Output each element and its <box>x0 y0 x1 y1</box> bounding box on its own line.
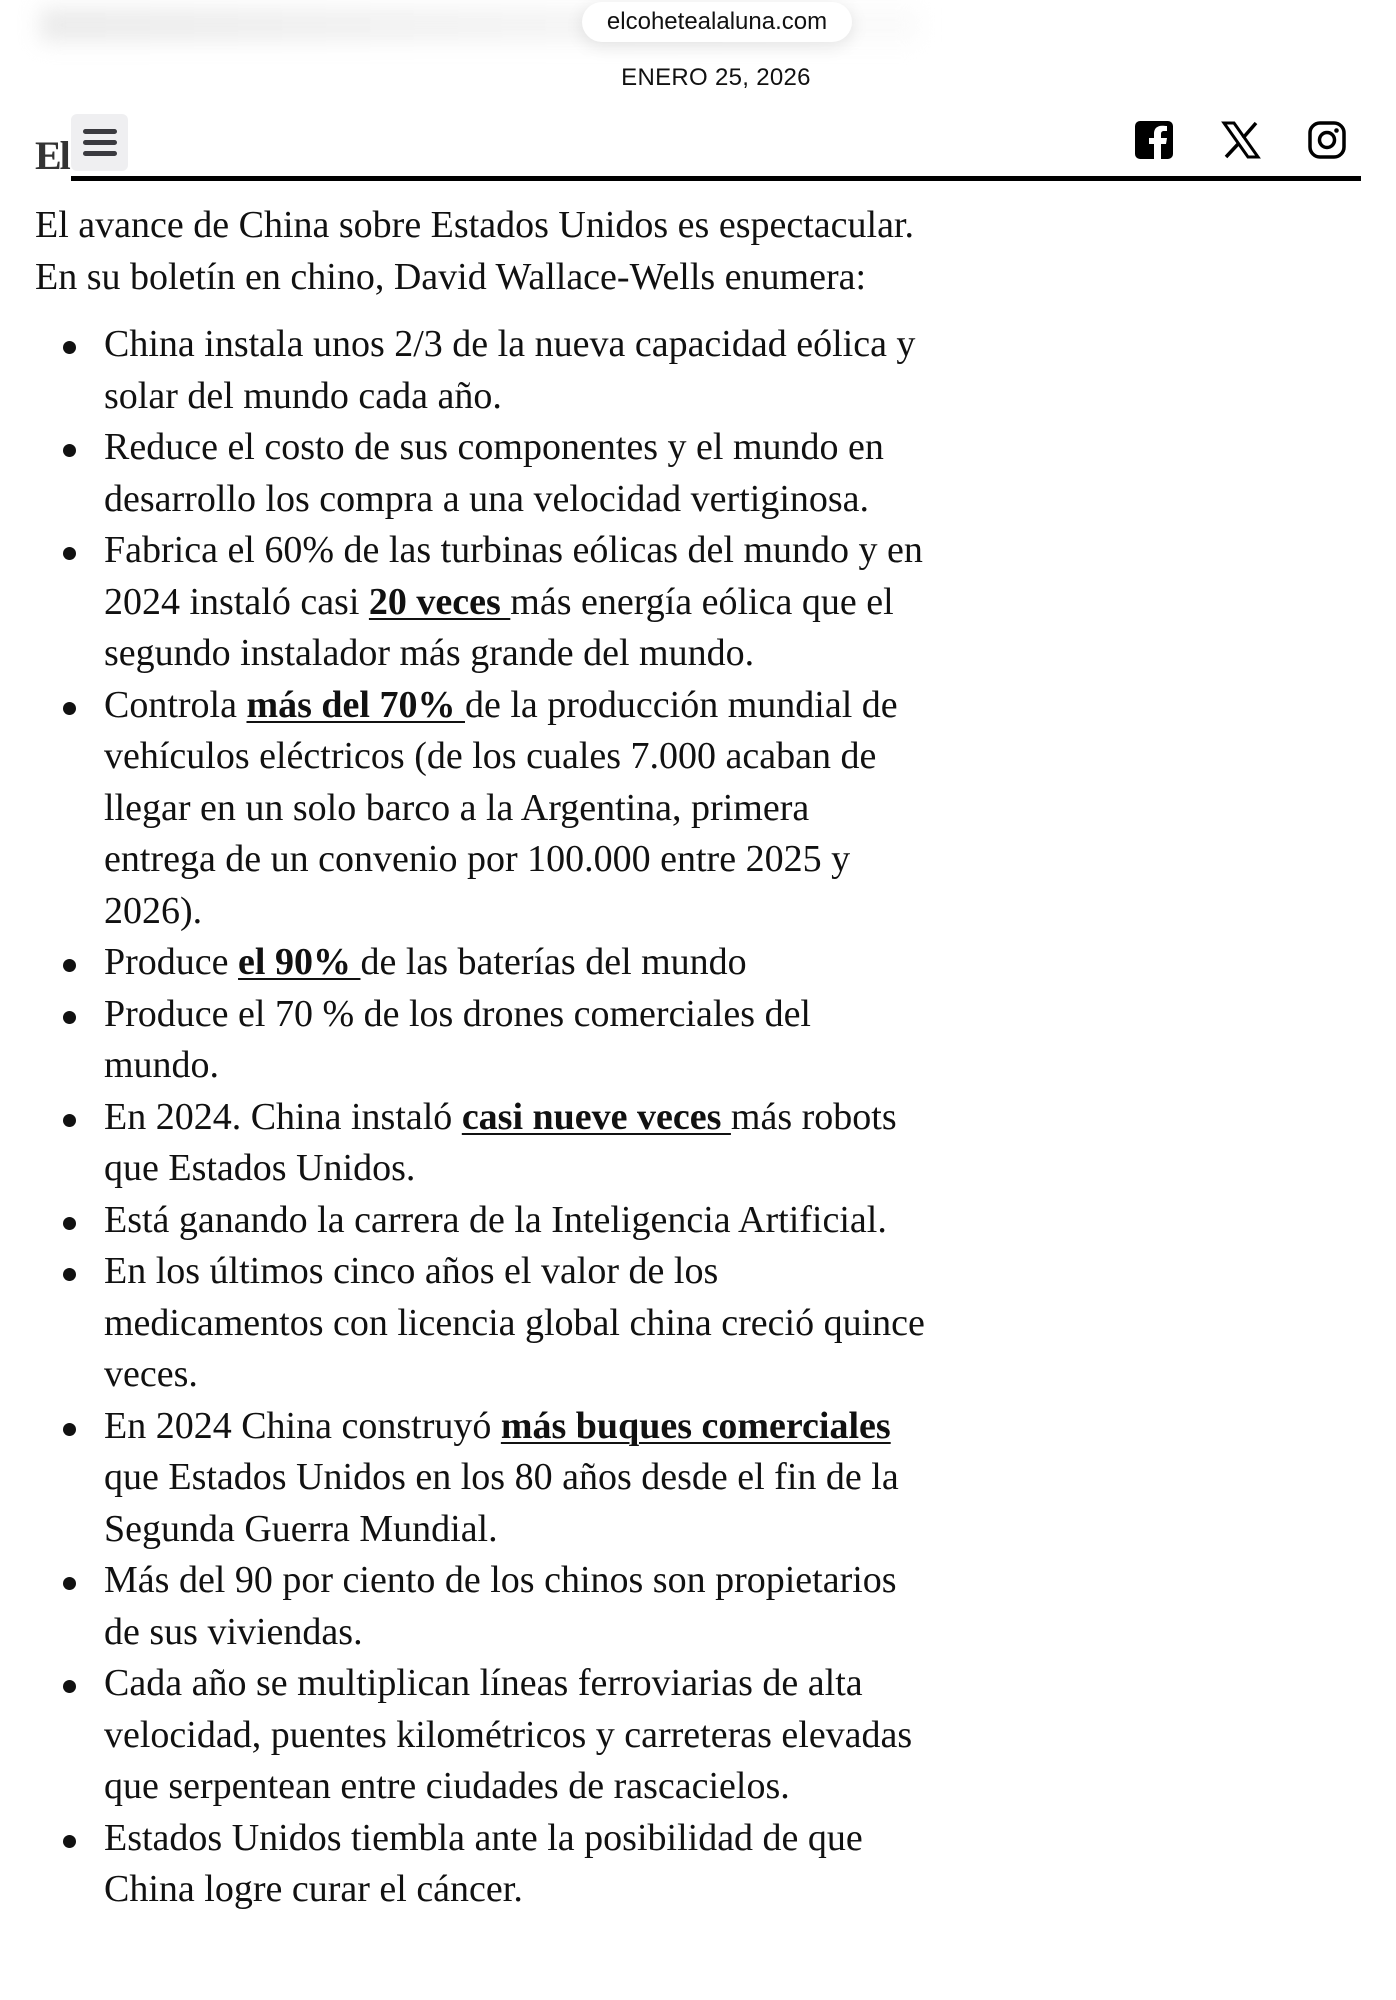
list-item <box>35 1092 925 1195</box>
item-text: En 2024 China construyó <box>104 1404 501 1447</box>
item-text: Controla <box>104 683 247 726</box>
bullet-icon <box>63 1114 76 1127</box>
item-link[interactable]: más del 70% <box>246 683 465 726</box>
bullet-icon <box>63 1835 76 1848</box>
item-text: Reduce el costo de sus componentes y el mundo en desarrollo los compra a una velocidad vertiginosa. <box>104 426 884 520</box>
article-body <box>35 200 925 1916</box>
bullet-icon <box>63 959 76 972</box>
item-link[interactable]: el 90% <box>238 941 361 983</box>
hamburger-menu-button[interactable] <box>71 114 128 171</box>
x-link[interactable] <box>1221 120 1261 166</box>
facebook-icon <box>1134 120 1174 160</box>
item-text: Cada año se multiplican líneas ferroviarias de alta velocidad, puentes kilométricos y carreteras elevadas que serpentean entre ciudades de rascacielos. <box>104 1662 913 1807</box>
hamburger-menu-icon-bar <box>83 129 117 134</box>
bullet-icon <box>63 444 76 457</box>
item-text: Produce <box>104 941 239 983</box>
list-item <box>35 1246 925 1401</box>
item-text: Fabrica el 60% de las turbinas eólicas del mundo y en 2024 instaló casi <box>104 529 923 623</box>
item-text-after: de la producción mundial de vehículos eléctricos (de los cuales 7.000 acaban de llegar en un solo barco a la Argentina, primera entrega de un convenio por 100.000 entre 2025 y 2026). <box>104 683 898 932</box>
item-text-after: más energía eólica que el segundo instalador más grande del mundo. <box>104 580 894 674</box>
item-text: China instala unos 2/3 de la nueva capacidad eólica y solar del mundo cada año. <box>104 323 916 417</box>
bullet-icon <box>63 1268 76 1281</box>
item-text-after: que Estados Unidos en los 80 años desde el fin de la Segunda Guerra Mundial. <box>104 1456 899 1550</box>
bullet-icon <box>63 1577 76 1590</box>
item-text: En 2024. China instaló <box>104 1095 462 1138</box>
bullet-icon <box>63 702 76 715</box>
url-text: elcohetealaluna.com <box>606 8 828 35</box>
list-item <box>35 1401 925 1556</box>
list-item <box>35 1658 925 1813</box>
list-item <box>35 989 925 1092</box>
item-text: Más del 90 por ciento de los chinos son propietarios de sus viviendas. <box>104 1559 897 1653</box>
bullet-icon <box>63 1011 76 1024</box>
item-text: Estados Unidos tiembla ante la posibilidad de que China logre curar el cáncer. <box>104 1816 863 1910</box>
list-item <box>35 680 925 938</box>
bullet-icon <box>63 1680 76 1693</box>
header-divider <box>71 176 1361 181</box>
instagram-link[interactable] <box>1307 120 1347 166</box>
x-icon <box>1221 120 1261 160</box>
list-item <box>35 937 925 989</box>
item-link[interactable]: casi nueve veces <box>461 1095 731 1138</box>
bullet-icon <box>63 341 76 354</box>
hamburger-menu-icon-bar <box>83 140 117 145</box>
list-item <box>35 525 925 680</box>
item-link[interactable]: más buques comerciales <box>500 1404 891 1447</box>
item-text: Produce el 70 % de los drones comerciales del mundo. <box>104 992 811 1086</box>
item-text: En los últimos cinco años el valor de los medicamentos con licencia global china creció quince veces. <box>104 1250 925 1395</box>
list-item <box>35 1555 925 1658</box>
bullet-icon <box>63 1423 76 1436</box>
article-list <box>35 319 925 1916</box>
bullet-icon <box>63 547 76 560</box>
article-intro: El avance de China sobre Estados Unidos es espectacular. En su boletín en chino, David Wallace-Wells enumera: <box>35 204 914 298</box>
item-text: Está ganando la carrera de la Inteligencia Artificial. <box>104 1198 887 1241</box>
publish-date: ENERO 25, 2026 <box>621 64 811 91</box>
facebook-link[interactable] <box>1134 120 1174 166</box>
list-item <box>35 319 925 422</box>
url-bar[interactable] <box>582 2 852 42</box>
item-text-after: más robots que Estados Unidos. <box>104 1095 897 1189</box>
item-link[interactable]: 20 veces <box>368 580 511 623</box>
list-item <box>35 1813 925 1916</box>
list-item <box>35 422 925 525</box>
hamburger-menu-icon-bar <box>83 151 117 156</box>
site-logo[interactable]: El <box>35 133 69 178</box>
instagram-icon <box>1307 120 1347 160</box>
bullet-icon <box>63 1217 76 1230</box>
list-item <box>35 1195 925 1247</box>
item-text-after: de las baterías del mundo <box>360 941 747 983</box>
